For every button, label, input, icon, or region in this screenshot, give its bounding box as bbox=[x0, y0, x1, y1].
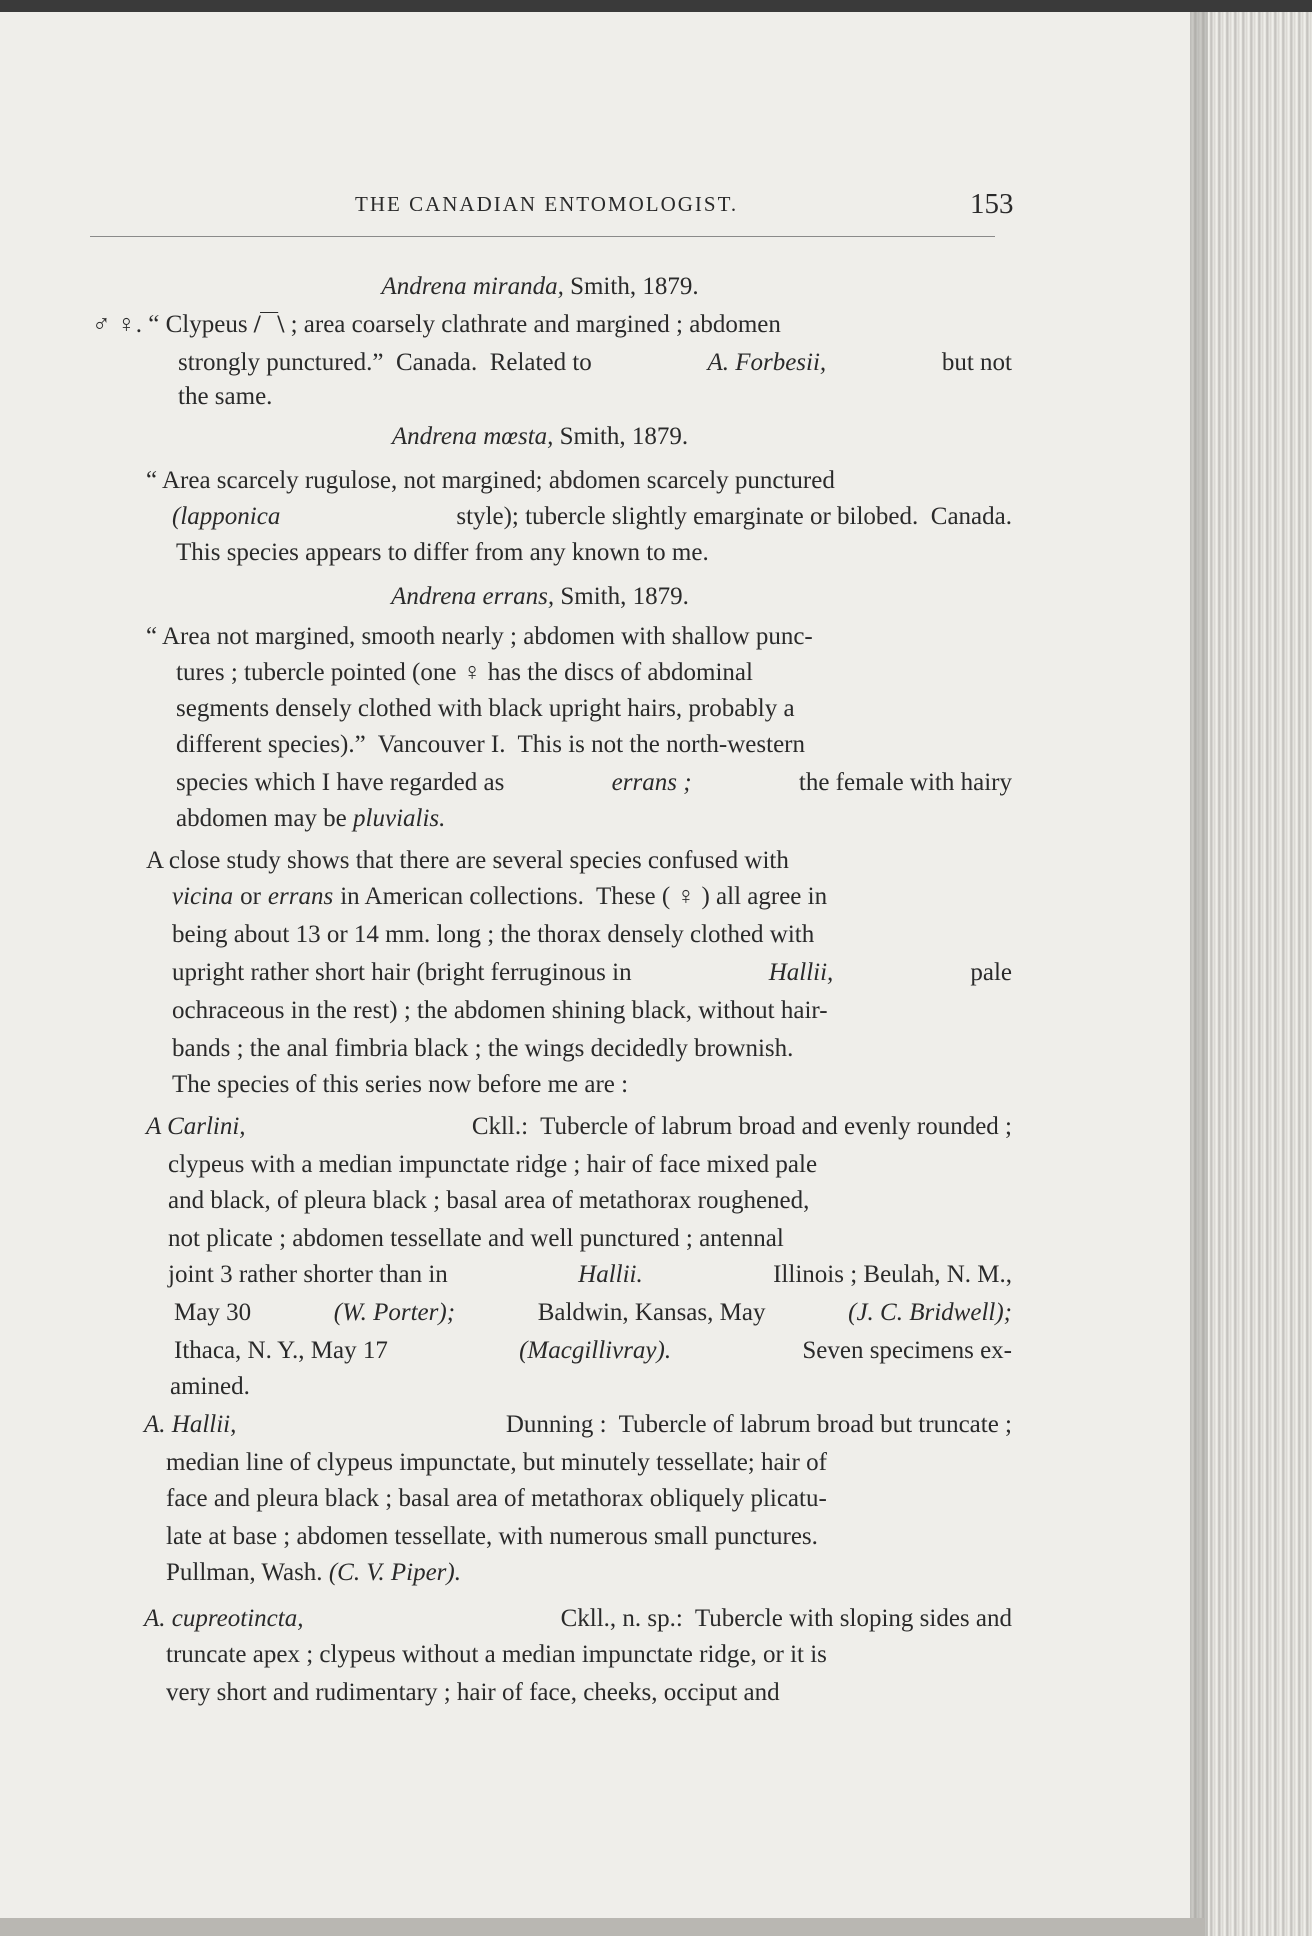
text-line: different species).” Vancouver I. This is not the north-western bbox=[176, 731, 805, 758]
text-line: Ithaca, N. Y., May 17 (Macgillivray). Seven specimens ex- bbox=[174, 1337, 1012, 1364]
text-line: the same. bbox=[178, 383, 273, 410]
text-line: median line of clypeus impunctate, but minutely tessellate; hair of bbox=[166, 1449, 827, 1476]
text-line: very short and rudimentary ; hair of face, cheeks, occiput and bbox=[166, 1679, 780, 1706]
text-line: The species of this series now before me are : bbox=[172, 1071, 629, 1098]
text-line: This species appears to differ from any known to me. bbox=[176, 539, 709, 566]
text-line: strongly punctured.” Canada. Related to A. Forbesii, but not bbox=[178, 349, 1012, 376]
text-line: Pullman, Wash. (C. V. Piper). bbox=[166, 1559, 461, 1586]
text-line: late at base ; abdomen tessellate, with numerous small punctures. bbox=[166, 1523, 818, 1550]
text-line: abdomen may be pluvialis. bbox=[176, 805, 446, 832]
text-line: “ Area scarcely rugulose, not margined; abdomen scarcely punctured bbox=[146, 467, 835, 494]
clypeus-shape-mark: /‾‾\ bbox=[253, 311, 285, 338]
text-line: amined. bbox=[170, 1373, 250, 1400]
text-line: face and pleura black ; basal area of metathorax obliquely plicatu- bbox=[166, 1485, 827, 1512]
text-line: ochraceous in the rest) ; the abdomen shining black, without hair- bbox=[172, 997, 828, 1024]
text-line: May 30 (W. Porter); Baldwin, Kansas, May (J. C. Bridwell); bbox=[174, 1299, 1012, 1326]
species-entry-cupreotincta: A. cupreotincta, Ckll., n. sp.: Tubercle with sloping sides and bbox=[144, 1605, 1012, 1632]
page-number: 153 bbox=[970, 188, 1014, 220]
text-line: clypeus with a median impunctate ridge ; hair of face mixed pale bbox=[168, 1151, 818, 1178]
text-line: upright rather short hair (bright ferruginous in Hallii, pale bbox=[172, 959, 1012, 986]
species-heading-errans: Andrena errans, Smith, 1879. bbox=[391, 583, 689, 610]
text-line: species which I have regarded as errans ; the female with hairy bbox=[176, 769, 1012, 796]
running-header: THE CANADIAN ENTOMOLOGIST. bbox=[355, 192, 739, 216]
species-entry-hallii: A. Hallii, Dunning : Tubercle of labrum broad but truncate ; bbox=[144, 1411, 1012, 1438]
text-line: ♂ ♀. “ Clypeus /‾‾\ ; area coarsely clathrate and margined ; abdomen bbox=[92, 308, 1012, 342]
species-heading-maesta: Andrena mœsta, Smith, 1879. bbox=[391, 423, 689, 450]
scan-bottom-edge bbox=[0, 1918, 1205, 1936]
text-line: vicina or errans in American collections. These ( ♀ ) all agree in bbox=[172, 883, 828, 910]
text-line: A close study shows that there are several species confused with bbox=[146, 847, 789, 874]
page-gutter-shadow bbox=[1190, 12, 1208, 1936]
text-line: (lapponica style); tubercle slightly emarginate or bilobed. Canada. bbox=[172, 503, 1012, 530]
species-heading-miranda: Andrena miranda, Smith, 1879. bbox=[381, 273, 699, 300]
text-line: truncate apex ; clypeus without a median impunctate ridge, or it is bbox=[166, 1641, 827, 1668]
text-line: segments densely clothed with black upright hairs, probably a bbox=[176, 695, 795, 722]
text-line: “ Area not margined, smooth nearly ; abdomen with shallow punc- bbox=[146, 623, 813, 650]
text-line: joint 3 rather shorter than in Hallii. Illinois ; Beulah, N. M., bbox=[168, 1261, 1012, 1288]
book-fore-edge bbox=[1190, 12, 1312, 1936]
species-entry-carlini: A Carlini, Ckll.: Tubercle of labrum broad and evenly rounded ; bbox=[146, 1113, 1012, 1140]
header-rule bbox=[90, 236, 995, 237]
scan-top-edge bbox=[0, 0, 1312, 12]
text-line: being about 13 or 14 mm. long ; the thorax densely clothed with bbox=[172, 921, 815, 948]
text-line: tures ; tubercle pointed (one ♀ has the discs of abdominal bbox=[176, 659, 753, 686]
text-line: bands ; the anal fimbria black ; the wings decidedly brownish. bbox=[172, 1035, 794, 1062]
text-line: not plicate ; abdomen tessellate and well punctured ; antennal bbox=[168, 1225, 784, 1252]
text-line: and black, of pleura black ; basal area of metathorax roughened, bbox=[168, 1187, 810, 1214]
